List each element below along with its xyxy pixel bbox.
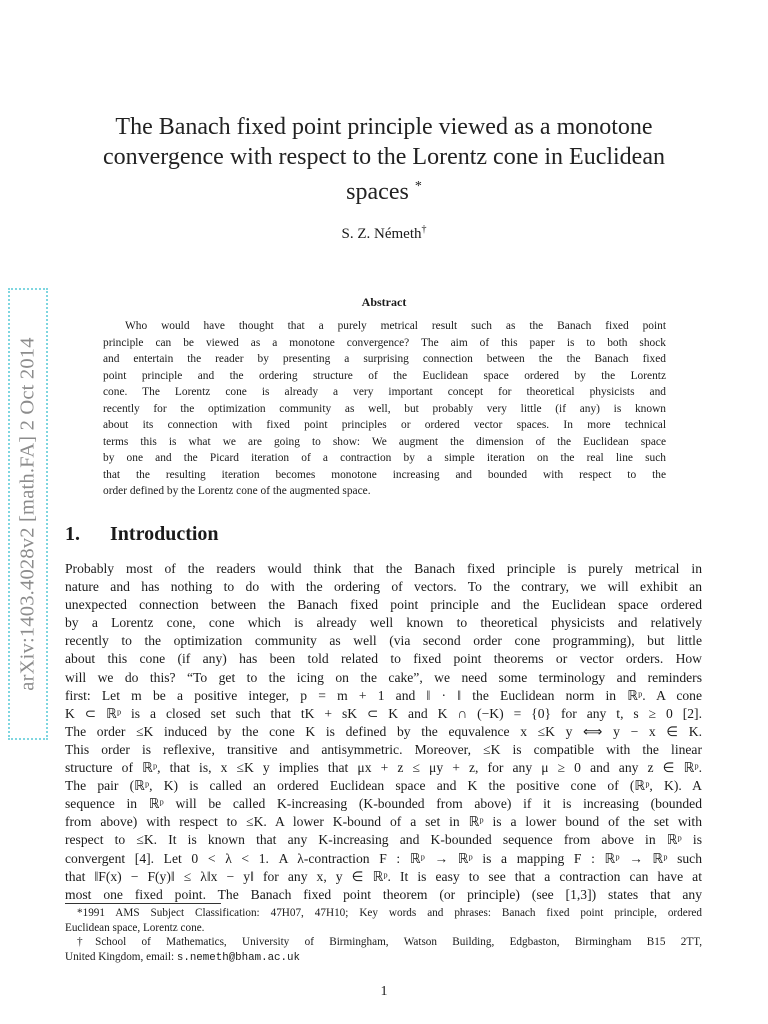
- title-line: convergence with respect to the Lorentz cone in Euclidean: [103, 144, 665, 170]
- abstract-line: about its connection with fixed point principles or ordered vector spaces. In more technical: [103, 419, 666, 431]
- body-line: recently to the optimization community as well (via second order cone programming), but little: [65, 633, 702, 649]
- body-line: respect to ≤K. It is known that any K-increasing and K-bounded sequence from above in ℝᵖ is: [65, 832, 702, 848]
- author-name: S. Z. Németh: [341, 226, 422, 242]
- footnote-line: †School of Mathematics, University of Birmingham, Watson Building, Edgbaston, Birmingham B15 2TT,: [77, 936, 702, 949]
- arxiv-stamp: [8, 288, 48, 740]
- title-line: The Banach fixed point principle viewed as a monotone: [115, 114, 653, 140]
- body-text: [65, 560, 702, 904]
- footnotes: [65, 906, 702, 965]
- body-line: This order is reflexive, transitive and antisymmetric. Moreover, ≤K is compatible with the linear: [65, 741, 702, 757]
- abstract-line: principle can be viewed as a monotone convergence? The aim of this paper is to both shock: [103, 336, 666, 349]
- body-line: unexpected connection between the Banach fixed point principle and the Euclidean space ordered: [65, 597, 702, 613]
- abstract-line: point principle and the ordering structure of the Euclidean space ordered by the Lorentz: [103, 369, 666, 382]
- author-email: s.nemeth@bham.ac.uk: [176, 951, 300, 964]
- body-line: K ⊂ ℝᵖ is a closed set such that tK + sK ⊂ K and K ∩ (−K) = {0} for any t, s ≥ 0 [2].: [65, 705, 702, 721]
- title-footnote-mark: *: [414, 179, 422, 194]
- footnote-line: United Kingdom, email: s.nemeth@bham.ac.uk: [65, 950, 300, 964]
- abstract-line: Who would have thought that a purely metrical result such as the Banach fixed point: [125, 320, 666, 332]
- body-line: about this cone (if any) has been told related to fixed point theorems or vector orders. How: [65, 651, 702, 667]
- body-line: will we do this? “To get to the icing on the cake”, we need some terminology and reminders: [65, 669, 702, 685]
- paper-title: [60, 112, 708, 207]
- body-line: sequence in ℝᵖ will be called K-increasing (K-bounded from above) if it is increasing (bounded: [65, 796, 702, 812]
- author: [60, 224, 708, 243]
- section-heading: [65, 523, 219, 546]
- abstract-line: by one and the Picard iteration of a contraction by a simple iteration on the real line such: [103, 452, 666, 464]
- page-number: 1: [380, 984, 388, 999]
- body-line: from above) with respect to ≤K. A lower K-bound of a set in ℝᵖ is a lower bound of the set with: [65, 814, 702, 830]
- body-line: The pair (ℝᵖ, K) is called an ordered Euclidean space and K the positive cone of (ℝᵖ, K). A: [65, 778, 702, 794]
- body-line: nature and has nothing to do with the ordering of vectors. To the contrary, we will exhibit an: [65, 579, 702, 595]
- body-line: structure of ℝᵖ, that is, x ≤K y implies that μx + z ≤ μy + z, for any μ ≥ 0 and any z ∈ ℝᵖ.: [65, 760, 702, 776]
- abstract-body: [103, 318, 666, 500]
- body-line: convergent [4]. Let 0 < λ < 1. A λ-contraction F : ℝᵖ → ℝᵖ is a mapping F : ℝᵖ → ℝᵖ such: [65, 850, 702, 866]
- footnote-rule: [65, 903, 221, 904]
- arxiv-stamp-text: arXiv:1403.4028v2 [math.FA] 2 Oct 2014: [16, 337, 39, 691]
- abstract-line: and entertain the reader by presenting a surprising connection between the the Banach fixed: [103, 353, 666, 365]
- title-line: spaces *: [346, 179, 422, 205]
- abstract-line: cone. The Lorentz cone is already a very important concept for theoretical physicists and: [103, 386, 666, 398]
- abstract-line: order defined by the Lorentz cone of the augmented space.: [103, 485, 371, 497]
- body-line: The order ≤K induced by the cone K is defined by the equvalence x ≤K y ⟺ y − x ∈ K.: [65, 723, 702, 739]
- footnote-line: *1991 AMS Subject Classification: 47H07, 47H10; Key words and phrases: Banach fixed point principle, ordered: [77, 907, 702, 919]
- body-line: by a Lorentz cone, cone which is already well known to theoretical physicists and relatively: [65, 615, 702, 631]
- section-title: Introduction: [110, 523, 219, 545]
- body-line: that ‖F(x) − F(y)‖ ≤ λ‖x − y‖ for any x, y ∈ ℝᵖ. It is easy to see that a contraction can have at: [65, 868, 702, 884]
- section-number: 1.: [65, 523, 80, 545]
- body-line: first: Let m be a positive integer, p = m + 1 and ‖ · ‖ the Euclidean norm in ℝᵖ. A cone: [65, 687, 702, 703]
- author-footnote-mark: †: [421, 224, 427, 235]
- body-line: most one fixed point. The Banach fixed point theorem (or principle) (see [1,3]) states that any: [65, 886, 702, 902]
- footnote-line: Euclidean space, Lorentz cone.: [65, 921, 205, 934]
- abstract-heading: Abstract: [361, 295, 407, 309]
- abstract-line: terms this is what we are going to show: We augment the dimension of the Euclidean space: [103, 435, 666, 448]
- abstract-line: recently for the optimization community as well, but probably very little (if any) is known: [103, 402, 666, 415]
- abstract-line: that the resulting iteration becomes monotone increasing and bounded with respect to the: [103, 468, 666, 481]
- body-line: Probably most of the readers would think that the Banach fixed principle is purely metrical in: [65, 561, 702, 576]
